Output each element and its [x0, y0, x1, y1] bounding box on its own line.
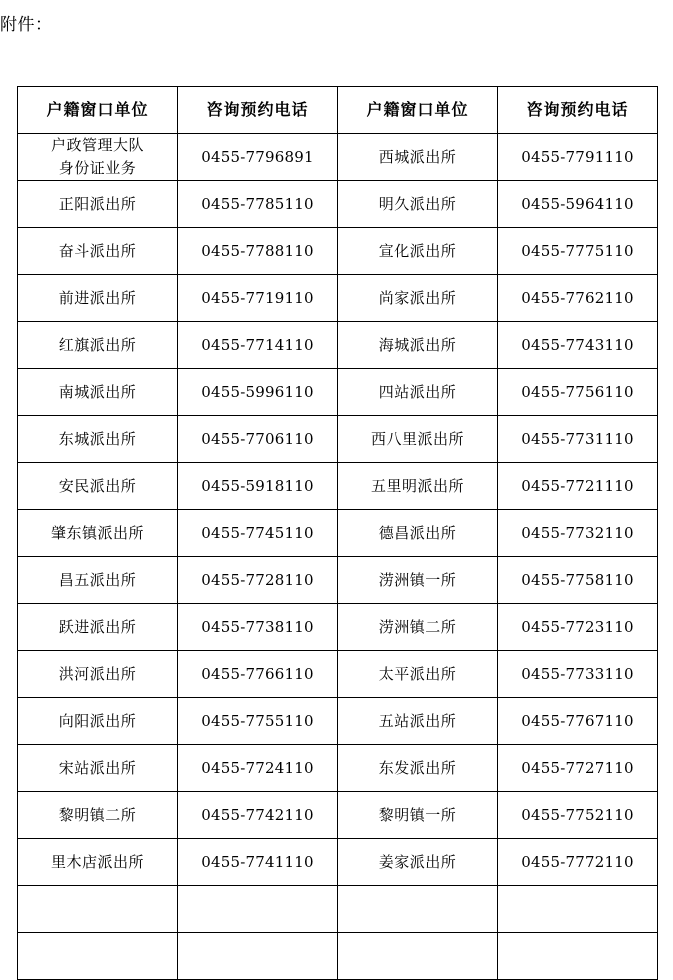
cell-phone-right: 0455-7762110	[498, 275, 658, 322]
table-row	[18, 933, 658, 980]
cell-phone-right: 0455-7721110	[498, 463, 658, 510]
cell-phone-right: 0455-7758110	[498, 557, 658, 604]
cell-unit-left: 洪河派出所	[18, 651, 178, 698]
cell-phone-left: 0455-7714110	[178, 322, 338, 369]
cell-unit-right	[338, 933, 498, 980]
cell-unit-left: 东城派出所	[18, 416, 178, 463]
table-row	[18, 604, 658, 651]
attachment-label: 附件：	[0, 15, 53, 35]
cell-unit-right: 德昌派出所	[338, 510, 498, 557]
cell-unit-right: 五里明派出所	[338, 463, 498, 510]
cell-unit-left: 昌五派出所	[18, 557, 178, 604]
cell-phone-right: 0455-7727110	[498, 745, 658, 792]
table-row	[18, 463, 658, 510]
cell-unit-right: 四站派出所	[338, 369, 498, 416]
table-row	[18, 510, 658, 557]
table-row	[18, 792, 658, 839]
cell-phone-left: 0455-5918110	[178, 463, 338, 510]
cell-unit-left: 前进派出所	[18, 275, 178, 322]
cell-phone-left: 0455-5996110	[178, 369, 338, 416]
cell-phone-right: 0455-7767110	[498, 698, 658, 745]
cell-phone-right: 0455-7772110	[498, 839, 658, 886]
cell-unit-left: 黎明镇二所	[18, 792, 178, 839]
cell-phone-right: 0455-7731110	[498, 416, 658, 463]
cell-unit-right: 海城派出所	[338, 322, 498, 369]
cell-unit-right: 西城派出所	[338, 134, 498, 181]
table-body	[18, 134, 658, 980]
table-row	[18, 322, 658, 369]
cell-phone-left: 0455-7742110	[178, 792, 338, 839]
table-header-row	[18, 87, 658, 134]
cell-phone-left: 0455-7766110	[178, 651, 338, 698]
column-header-unit-right: 户籍窗口单位	[338, 87, 498, 134]
table-row	[18, 369, 658, 416]
cell-unit-left: 肇东镇派出所	[18, 510, 178, 557]
cell-phone-left: 0455-7706110	[178, 416, 338, 463]
cell-phone-right	[498, 886, 658, 933]
table-row	[18, 839, 658, 886]
column-header-phone-left: 咨询预约电话	[178, 87, 338, 134]
cell-phone-left	[178, 933, 338, 980]
household-registration-phone-table	[17, 86, 658, 980]
table-row	[18, 416, 658, 463]
cell-unit-right: 五站派出所	[338, 698, 498, 745]
cell-phone-right: 0455-7732110	[498, 510, 658, 557]
cell-phone-right: 0455-7791110	[498, 134, 658, 181]
cell-unit-left: 里木店派出所	[18, 839, 178, 886]
cell-unit-left: 向阳派出所	[18, 698, 178, 745]
cell-unit-left: 正阳派出所	[18, 181, 178, 228]
cell-phone-right: 0455-5964110	[498, 181, 658, 228]
cell-unit-right: 涝洲镇一所	[338, 557, 498, 604]
column-header-unit-left: 户籍窗口单位	[18, 87, 178, 134]
cell-unit-left: 南城派出所	[18, 369, 178, 416]
table-row	[18, 886, 658, 933]
cell-unit-right: 明久派出所	[338, 181, 498, 228]
table-row	[18, 557, 658, 604]
table-row	[18, 745, 658, 792]
cell-unit-right: 太平派出所	[338, 651, 498, 698]
cell-unit-left: 奋斗派出所	[18, 228, 178, 275]
cell-unit-right: 宣化派出所	[338, 228, 498, 275]
cell-phone-left: 0455-7724110	[178, 745, 338, 792]
cell-phone-left: 0455-7755110	[178, 698, 338, 745]
cell-unit-left	[18, 933, 178, 980]
cell-unit-left: 安民派出所	[18, 463, 178, 510]
cell-phone-right	[498, 933, 658, 980]
cell-unit-right: 黎明镇一所	[338, 792, 498, 839]
cell-unit-left: 跃进派出所	[18, 604, 178, 651]
cell-phone-left	[178, 886, 338, 933]
cell-unit-right: 涝洲镇二所	[338, 604, 498, 651]
table-row	[18, 228, 658, 275]
table-row	[18, 698, 658, 745]
cell-unit-right: 西八里派出所	[338, 416, 498, 463]
cell-unit-right: 东发派出所	[338, 745, 498, 792]
cell-unit-left: 户政管理大队 身份证业务	[18, 134, 178, 181]
cell-unit-right: 姜家派出所	[338, 839, 498, 886]
cell-unit-left: 红旗派出所	[18, 322, 178, 369]
cell-phone-right: 0455-7752110	[498, 792, 658, 839]
cell-phone-right: 0455-7733110	[498, 651, 658, 698]
cell-phone-right: 0455-7756110	[498, 369, 658, 416]
cell-unit-right: 尚家派出所	[338, 275, 498, 322]
cell-phone-left: 0455-7785110	[178, 181, 338, 228]
cell-phone-right: 0455-7743110	[498, 322, 658, 369]
cell-phone-left: 0455-7741110	[178, 839, 338, 886]
cell-phone-right: 0455-7775110	[498, 228, 658, 275]
table-row	[18, 134, 658, 181]
cell-phone-right: 0455-7723110	[498, 604, 658, 651]
cell-phone-left: 0455-7738110	[178, 604, 338, 651]
cell-phone-left: 0455-7719110	[178, 275, 338, 322]
cell-unit-left: 宋站派出所	[18, 745, 178, 792]
cell-phone-left: 0455-7788110	[178, 228, 338, 275]
cell-unit-left	[18, 886, 178, 933]
cell-phone-left: 0455-7745110	[178, 510, 338, 557]
table-row	[18, 275, 658, 322]
table-row	[18, 181, 658, 228]
column-header-phone-right: 咨询预约电话	[498, 87, 658, 134]
cell-unit-right	[338, 886, 498, 933]
table-row	[18, 651, 658, 698]
cell-phone-left: 0455-7728110	[178, 557, 338, 604]
cell-phone-left: 0455-7796891	[178, 134, 338, 181]
